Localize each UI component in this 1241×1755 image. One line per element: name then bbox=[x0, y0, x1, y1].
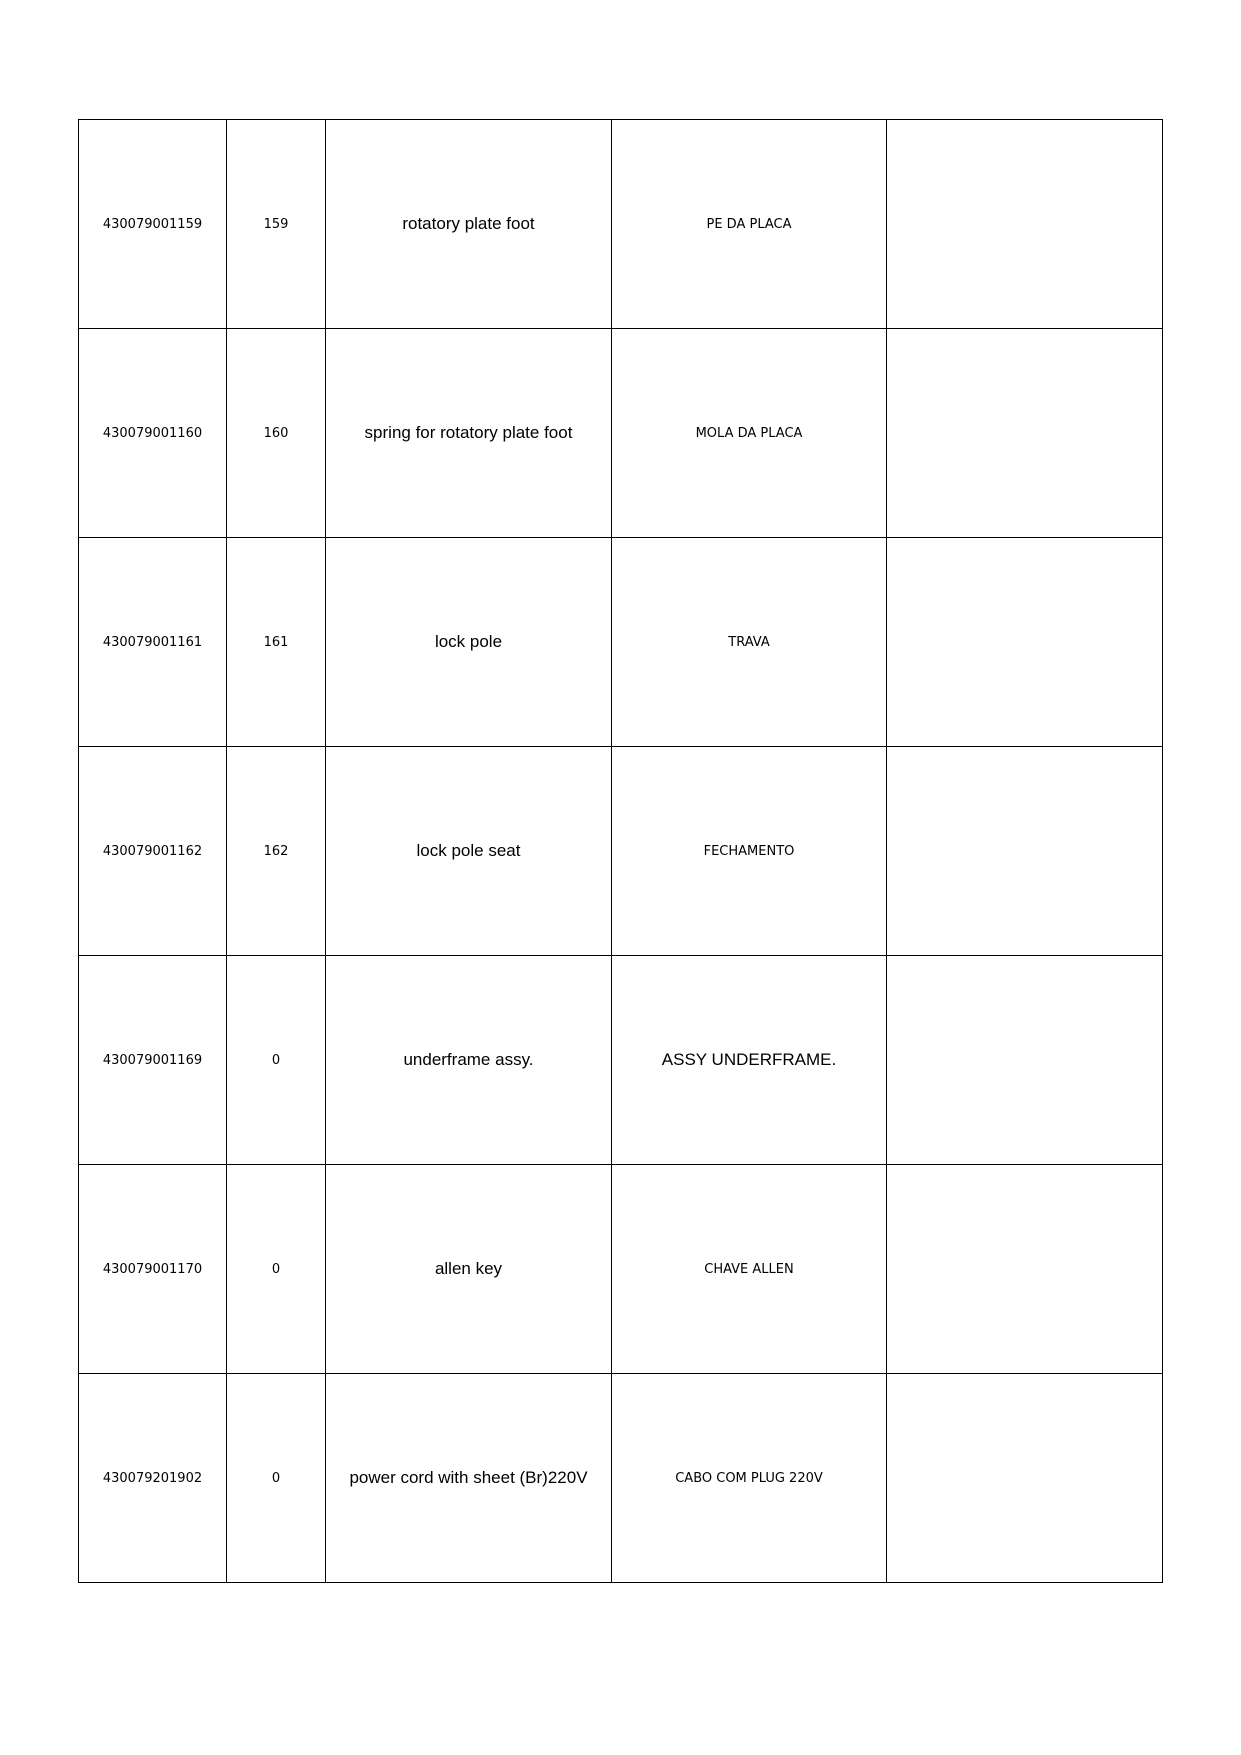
english-description-cell: underframe assy. bbox=[326, 956, 612, 1165]
english-description-cell: lock pole seat bbox=[326, 747, 612, 956]
portuguese-description-cell: ASSY UNDERFRAME. bbox=[612, 956, 887, 1165]
portuguese-description-cell: FECHAMENTO bbox=[612, 747, 887, 956]
table-row bbox=[79, 538, 1163, 747]
position-number-cell: 160 bbox=[227, 329, 326, 538]
empty-cell bbox=[887, 329, 1163, 538]
empty-cell bbox=[887, 747, 1163, 956]
table-row bbox=[79, 1165, 1163, 1374]
portuguese-description-cell: MOLA DA PLACA bbox=[612, 329, 887, 538]
english-description-cell: rotatory plate foot bbox=[326, 120, 612, 329]
position-number-cell: 159 bbox=[227, 120, 326, 329]
part-code-cell: 430079001169 bbox=[79, 956, 227, 1165]
english-description-cell: lock pole bbox=[326, 538, 612, 747]
table-row bbox=[79, 120, 1163, 329]
part-code-cell: 430079001160 bbox=[79, 329, 227, 538]
part-code-cell: 430079001170 bbox=[79, 1165, 227, 1374]
table-row bbox=[79, 747, 1163, 956]
portuguese-description-cell: PE DA PLACA bbox=[612, 120, 887, 329]
english-description-cell: spring for rotatory plate foot bbox=[326, 329, 612, 538]
english-description-cell: power cord with sheet (Br)220V bbox=[326, 1374, 612, 1583]
position-number-cell: 0 bbox=[227, 1374, 326, 1583]
table-row bbox=[79, 956, 1163, 1165]
table-row bbox=[79, 1374, 1163, 1583]
part-code-cell: 430079001159 bbox=[79, 120, 227, 329]
empty-cell bbox=[887, 538, 1163, 747]
parts-table bbox=[78, 119, 1163, 1583]
position-number-cell: 0 bbox=[227, 956, 326, 1165]
part-code-cell: 430079001162 bbox=[79, 747, 227, 956]
position-number-cell: 0 bbox=[227, 1165, 326, 1374]
english-description-cell: allen key bbox=[326, 1165, 612, 1374]
parts-table-body bbox=[79, 120, 1163, 1583]
portuguese-description-cell: CABO COM PLUG 220V bbox=[612, 1374, 887, 1583]
empty-cell bbox=[887, 956, 1163, 1165]
portuguese-description-cell: TRAVA bbox=[612, 538, 887, 747]
table-row bbox=[79, 329, 1163, 538]
empty-cell bbox=[887, 1165, 1163, 1374]
empty-cell bbox=[887, 120, 1163, 329]
part-code-cell: 430079201902 bbox=[79, 1374, 227, 1583]
empty-cell bbox=[887, 1374, 1163, 1583]
position-number-cell: 162 bbox=[227, 747, 326, 956]
position-number-cell: 161 bbox=[227, 538, 326, 747]
part-code-cell: 430079001161 bbox=[79, 538, 227, 747]
portuguese-description-cell: CHAVE ALLEN bbox=[612, 1165, 887, 1374]
